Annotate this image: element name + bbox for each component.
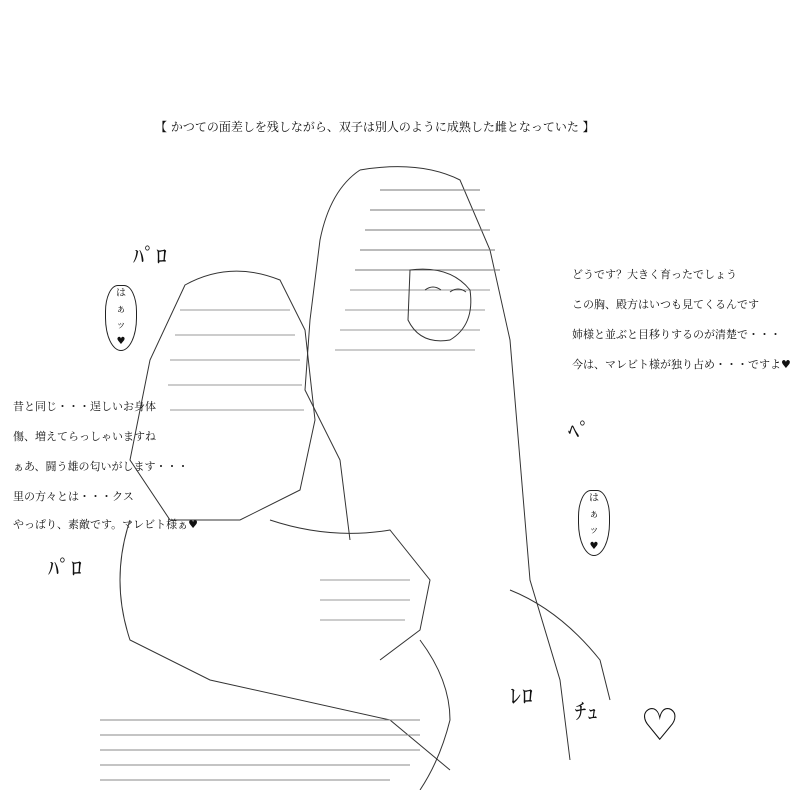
dialogue-line: 姉様と並ぶと目移りするのが清楚で・・・ bbox=[572, 328, 781, 341]
sfx-right: ﾍﾟ bbox=[568, 420, 592, 445]
sfx-top-left: ﾊﾟﾛ bbox=[133, 245, 169, 270]
dialogue-line: この胸、殿方はいつも見てくるんです bbox=[572, 298, 759, 311]
dialogue-line: 昔と同じ・・・逞しいお身体 bbox=[13, 400, 156, 413]
sfx-bottom-b: ﾁｭ bbox=[575, 700, 600, 725]
bubble-text: ♥ bbox=[116, 336, 126, 347]
bubble-text: ッ bbox=[589, 525, 599, 536]
bubble-text: ♥ bbox=[589, 541, 599, 552]
bubble-text: は bbox=[589, 493, 599, 504]
ascii-illustration bbox=[90, 160, 650, 790]
bubble-text: ッ bbox=[116, 320, 126, 331]
bubble-text: は bbox=[116, 288, 126, 299]
dialogue-line: 今は、マレビト様が独り占め・・・ですよ♥ bbox=[572, 358, 791, 371]
dialogue-line: 里の方々とは・・・クス bbox=[13, 490, 134, 503]
dialogue-line: ぁあ、闘う雄の匂いがします・・・ bbox=[13, 460, 189, 473]
dialogue-line: どうです？大きく育ったでしょう bbox=[572, 268, 737, 281]
dialogue-line: 傷、増えてらっしゃいますね bbox=[13, 430, 156, 443]
sfx-mid-left: ﾊﾟﾛ bbox=[48, 557, 84, 582]
bubble-text: ぁ bbox=[116, 304, 126, 315]
narration-caption: 【 かつての面差しを残しながら、双子は別人のように成熟した雌となっていた 】 bbox=[155, 120, 595, 134]
dialogue-line: やっぱり、素敵です。マレビト様ぁ♥ bbox=[13, 518, 198, 531]
sfx-bottom-a: ﾚﾛ bbox=[510, 685, 535, 710]
bubble-text: ぁ bbox=[589, 509, 599, 520]
heart-icon: ♡ bbox=[640, 700, 681, 751]
